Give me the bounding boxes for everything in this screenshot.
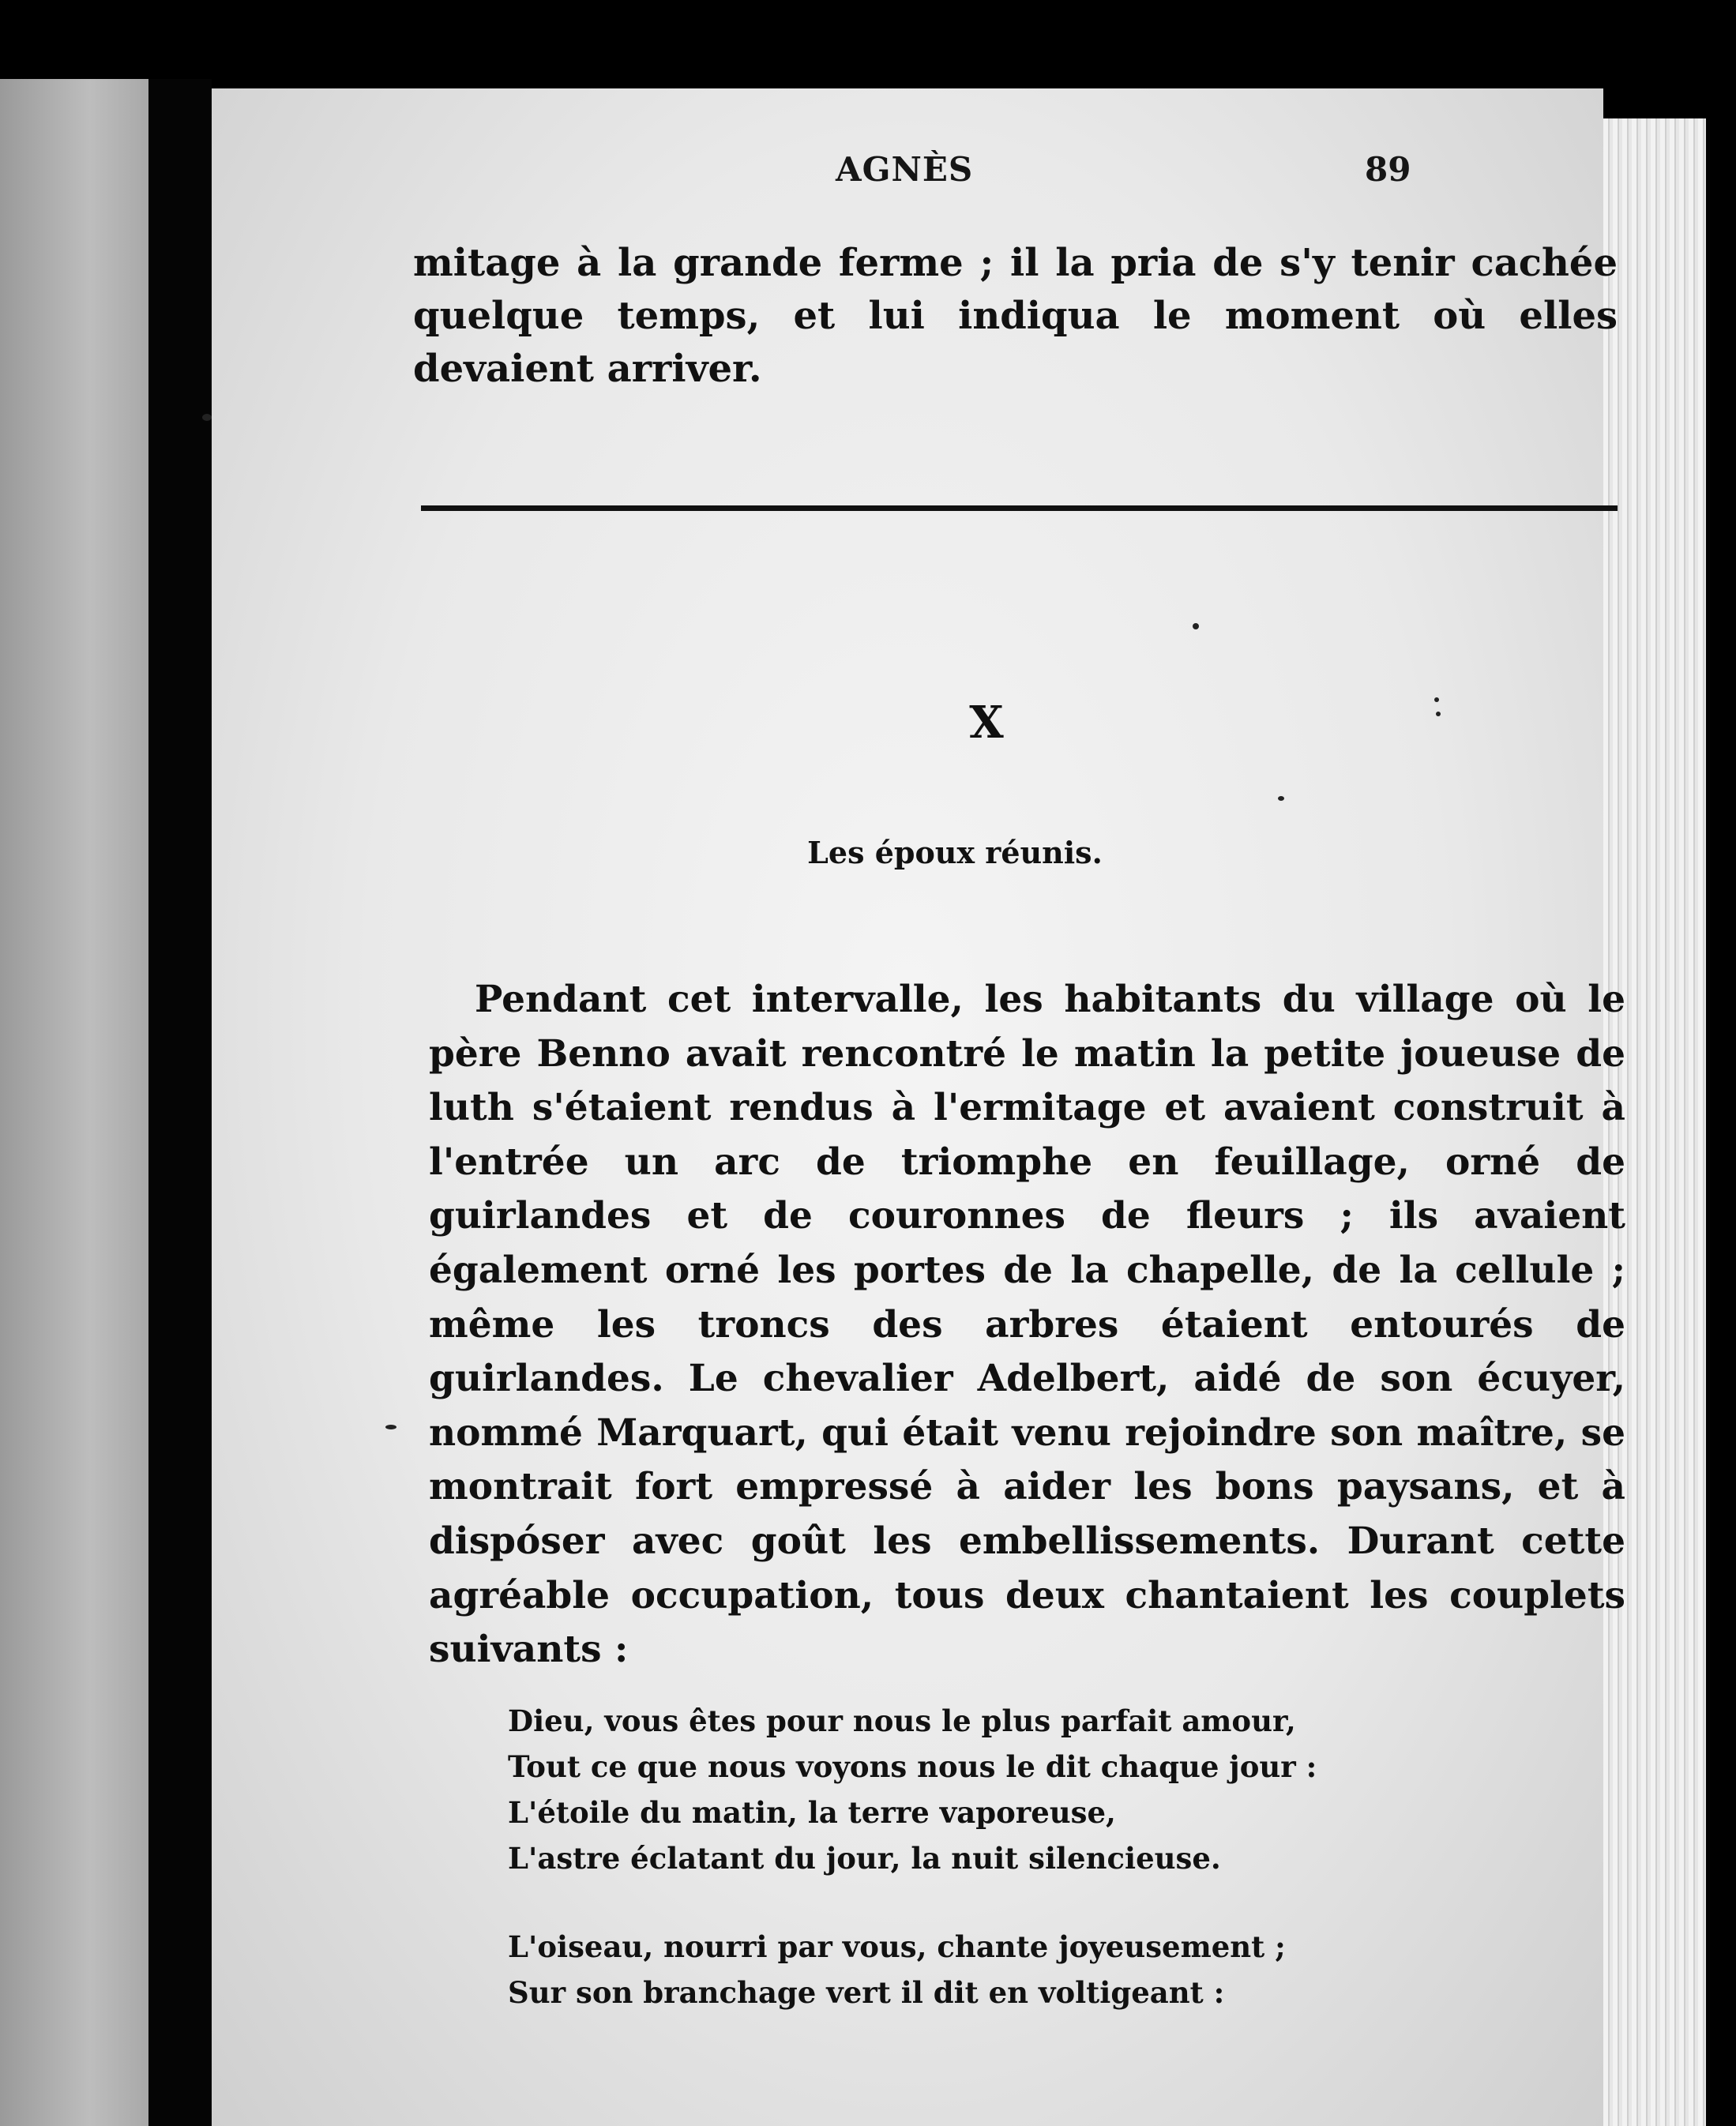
continued-paragraph: mitage à la grande ferme ; il la pria de s'y tenir cachée quelque temps, et lui indiqua le moment où elles devaient arriver. (413, 241, 1618, 391)
ink-speck (385, 1425, 396, 1429)
scan-border-right (1706, 118, 1736, 2126)
running-title: AGNÈS (836, 150, 974, 189)
verse-line: L'astre éclatant du jour, la nuit silencieuse. (508, 1841, 1221, 1876)
ink-speck (1436, 712, 1441, 716)
section-divider (421, 505, 1618, 511)
page-header (212, 150, 1603, 197)
book-gutter (148, 79, 212, 2126)
body-paragraph: Pendant cet intervalle, les habitants du village où le père Benno avait rencontré le matin la petite joueuse de luth s'étaient rendus à l'ermitage et avaient construit à l'entrée un arc de triomphe en feuillage, orné de guirlandes et de couronnes de fleurs ; ils avaient également orné les portes de la chapelle, de la cellule ; même les troncs des arbres étaient entourés de guirlandes. Le chevalier Adelbert, aidé de son écuyer, nommé Marquart, qui était venu rejoindre son maître, se montrait fort empressé à aider les bons paysans, et à dispóser avec goût les embellissements. Durant cette agréable occupation, tous deux chantaient les couplets suivants : (429, 978, 1625, 1672)
ink-speck (202, 414, 212, 421)
ink-speck (1193, 623, 1199, 629)
verse-stanza-2 (508, 1924, 1535, 2015)
chapter-number: X (969, 697, 1004, 749)
left-facing-page-edge (0, 79, 150, 2126)
verse-line: L'étoile du matin, la terre vaporeuse, (508, 1795, 1116, 1830)
chapter-title: Les époux réunis. (807, 835, 1103, 870)
verse-stanza-1 (508, 1698, 1535, 1881)
page-number: 89 (1365, 150, 1411, 189)
ink-speck (1278, 796, 1284, 801)
verse-line: L'oiseau, nourri par vous, chante joyeusement ; (508, 1929, 1286, 1964)
ink-speck (1434, 697, 1439, 702)
verse-line: Dieu, vous êtes pour nous le plus parfait amour, (508, 1703, 1296, 1738)
book-page (212, 88, 1625, 2126)
verse-line: Sur son branchage vert il dit en voltigeant : (508, 1975, 1225, 2010)
verse-line: Tout ce que nous voyons nous le dit chaque jour : (508, 1749, 1317, 1784)
